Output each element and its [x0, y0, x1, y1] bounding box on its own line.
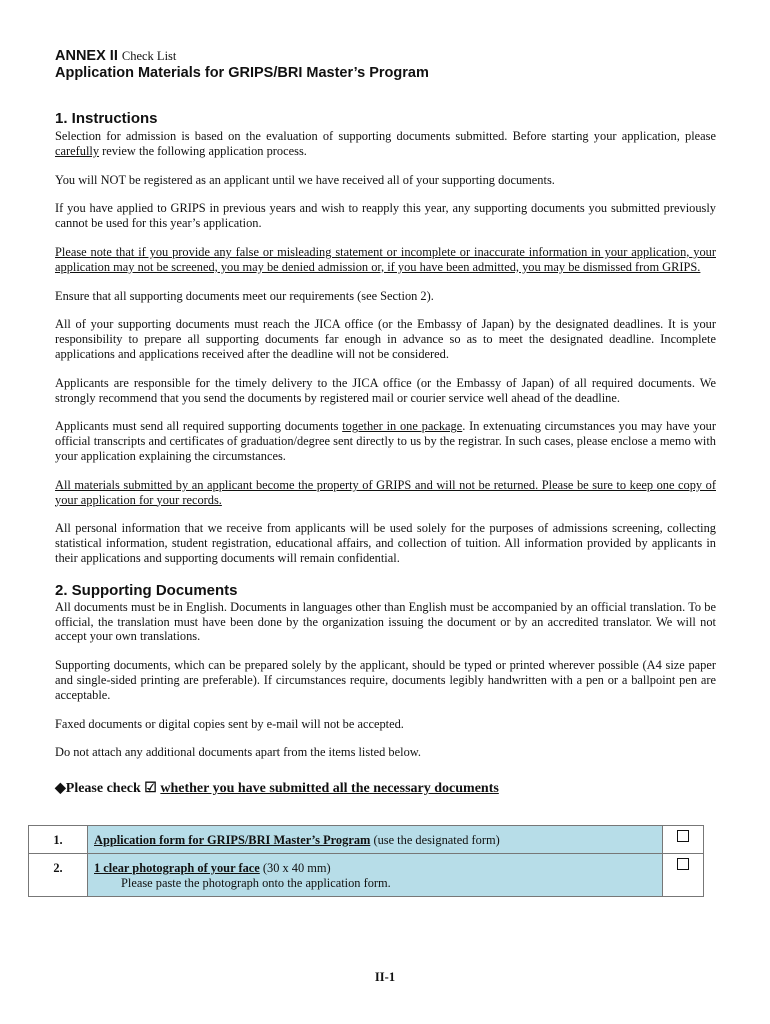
checklist-row [29, 854, 704, 897]
section-2-heading: 2. Supporting Documents [55, 581, 238, 599]
item-title: Application form for GRIPS/BRI Master’s Program [94, 833, 371, 847]
annex-sub: Check List [121, 49, 177, 63]
instructions-p6: All of your supporting documents must reach the JICA office (or the Embassy of Japan) by the designated deadlines. It is your responsibility to prepare all supporting documents far enough in advance so as to meet the designated deadline. Incomplete applications and applications received after the deadline will not be considered. [55, 317, 716, 361]
supporting-p1: All documents must be in English. Documents in languages other than English must be accompanied by an official translation. To be official, the translation must have been done by the organization issuing the document or by an accredited translator. We will not accept your own translations. [55, 599, 716, 644]
instructions-p3: If you have applied to GRIPS in previous years and wish to reapply this year, any supporting documents you submitted previously cannot be used for this year’s application. [55, 201, 716, 231]
section-1-heading: 1. Instructions [55, 110, 158, 127]
page-number: II-1 [374, 970, 396, 984]
item-checkbox-cell[interactable] [663, 826, 704, 854]
document-page [55, 48, 716, 798]
annex-label: ANNEX II Check List [55, 48, 177, 64]
item-note: (use the designated form) [370, 833, 500, 847]
item-subnote: Please paste the photograph onto the application form. [121, 876, 391, 890]
item-number: 1. [29, 826, 88, 854]
item-title: 1 clear photograph of your face [94, 861, 260, 875]
instructions-p4: Please note that if you provide any false or misleading statement or incomplete or inaccurate information in your application, your application may not be screened, you may be denied admission or, if you have been admitted, you may be dismissed from GRIPS. [55, 244, 716, 274]
supporting-p2: Supporting documents, which can be prepared solely by the applicant, should be typed or printed wherever possible (A4 size paper and single-sided printing are preferable). If circumstances require, documents legibly handwritten with a pen or a ballpoint pen are acceptable. [55, 658, 716, 702]
instructions-p9: All materials submitted by an applicant become the property of GRIPS and will not be returned. Please be sure to keep one copy of your application for your records. [55, 477, 716, 507]
item-description [88, 826, 663, 854]
checklist-row [29, 826, 704, 854]
item-number: 2. [29, 854, 88, 897]
instructions-p5: Ensure that all supporting documents meet our requirements (see Section 2). [55, 288, 434, 303]
instructions-p10: All personal information that we receive from applicants will be used solely for the purposes of admissions screening, collecting statistical information, student registration, educational affairs, and collection of tuition. All information provided by applicants in their applications and supporting documents will remain confidential. [55, 521, 716, 565]
instructions-p2: You will NOT be registered as an applicant until we have received all of your supporting documents. [55, 172, 555, 187]
supporting-p4: Do not attach any additional documents apart from the items listed below. [55, 745, 422, 760]
item-description [88, 854, 663, 897]
item-checkbox-cell[interactable] [663, 854, 704, 897]
page-title: Application Materials for GRIPS/BRI Master’s Program [55, 65, 429, 81]
checklist-table [28, 825, 704, 897]
instructions-p1: Selection for admission is based on the evaluation of supporting documents submitted. Before starting your application, please carefully review the following application process. [55, 129, 716, 158]
item-note: (30 x 40 mm) [259, 861, 331, 875]
checkbox[interactable] [677, 858, 689, 870]
instructions-p7: Applicants are responsible for the timely delivery to the JICA office (or the Embassy of Japan) of all required documents. We strongly recommend that you send the documents by registered mail or courier service well ahead of the deadline. [55, 375, 716, 405]
instructions-p8: Applicants must send all required supporting documents together in one package. In extenuating circumstances you may have your official transcripts and certificates of graduation/degree sent directly to us by the registrar. In such cases, please enclose a memo with your application explaining the circumstances. [55, 419, 716, 463]
checkbox[interactable] [677, 830, 689, 842]
checklist-heading: ◆Please check ☑ whether you have submitted all the necessary documents [55, 781, 499, 797]
supporting-p3: Faxed documents or digital copies sent by e-mail will not be accepted. [55, 716, 404, 731]
